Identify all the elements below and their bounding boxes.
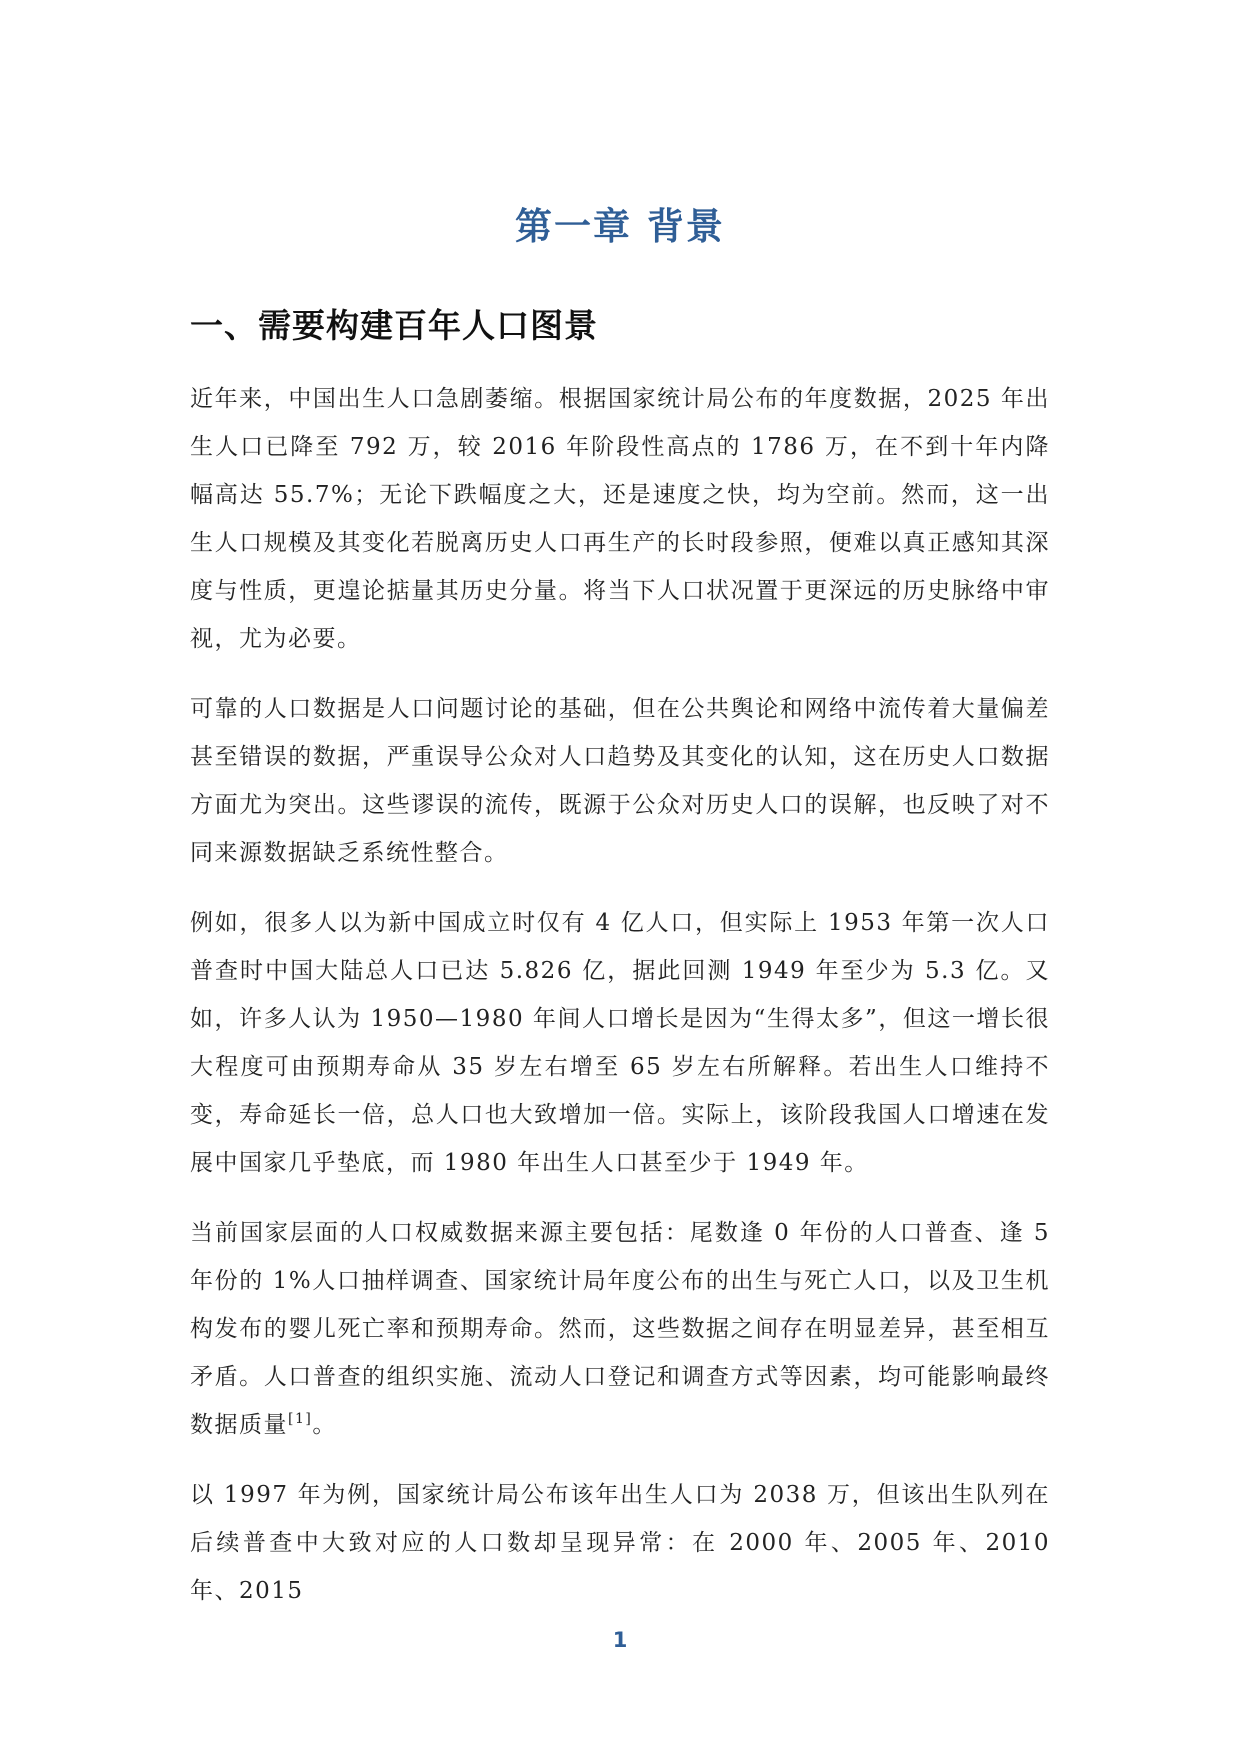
paragraph-4: [190, 1209, 1050, 1449]
paragraph-5: 以 1997 年为例，国家统计局公布该年出生人口为 2038 万，但该出生队列在后续普查中大致对应的人口数却呈现异常：在 2000 年、2005 年、2010 年、2015: [190, 1482, 1050, 1604]
paragraph-1: 近年来，中国出生人口急剧萎缩。根据国家统计局公布的年度数据，2025 年出生人口已降至 792 万，较 2016 年阶段性高点的 1786 万，在不到十年内降幅高达 55.7%；无论下跌幅度之大，还是速度之快，均为空前。然而，这一出生人口规模及其变化若脱离历史人口再生产的长时段参照，便难以真正感知其深度与性质，更遑论掂量其历史分量。将当下人口状况置于更深远的历史脉络中审视，尤为必要。: [190, 386, 1050, 652]
body-text: [190, 375, 1050, 1637]
paragraph-2: 可靠的人口数据是人口问题讨论的基础，但在公共舆论和网络中流传着大量偏差甚至错误的数据，严重误导公众对人口趋势及其变化的认知，这在历史人口数据方面尤为突出。这些谬误的流传，既源于公众对历史人口的误解，也反映了对不同来源数据缺乏系统性整合。: [190, 696, 1050, 866]
paragraph-4-tail: 。: [312, 1412, 337, 1438]
section-title: 一、需要构建百年人口图景: [190, 306, 598, 345]
page-number: 1: [612, 1628, 628, 1652]
chapter-title: 第一章 背景: [515, 205, 725, 248]
citation-ref-1[interactable]: [1]: [288, 1411, 313, 1427]
paragraph-3: 例如，很多人以为新中国成立时仅有 4 亿人口，但实际上 1953 年第一次人口普查时中国大陆总人口已达 5.826 亿，据此回测 1949 年至少为 5.3 亿。又如，许多人认为 1950—1980 年间人口增长是因为“生得太多”，但这一增长很大程度可由预期寿命从 35 岁左右增至 65 岁左右所解释。若出生人口维持不变，寿命延长一倍，总人口也大致增加一倍。实际上，该阶段我国人口增速在发展中国家几乎垫底，而 1980 年出生人口甚至少于 1949 年。: [190, 910, 1050, 1176]
paragraph-4-text: 当前国家层面的人口权威数据来源主要包括：尾数逢 0 年份的人口普查、逢 5 年份的 1%人口抽样调查、国家统计局年度公布的出生与死亡人口，以及卫生机构发布的婴儿死亡率和预期寿命。然而，这些数据之间存在明显差异，甚至相互矛盾。人口普查的组织实施、流动人口登记和调查方式等因素，均可能影响最终数据质量: [190, 1220, 1050, 1438]
